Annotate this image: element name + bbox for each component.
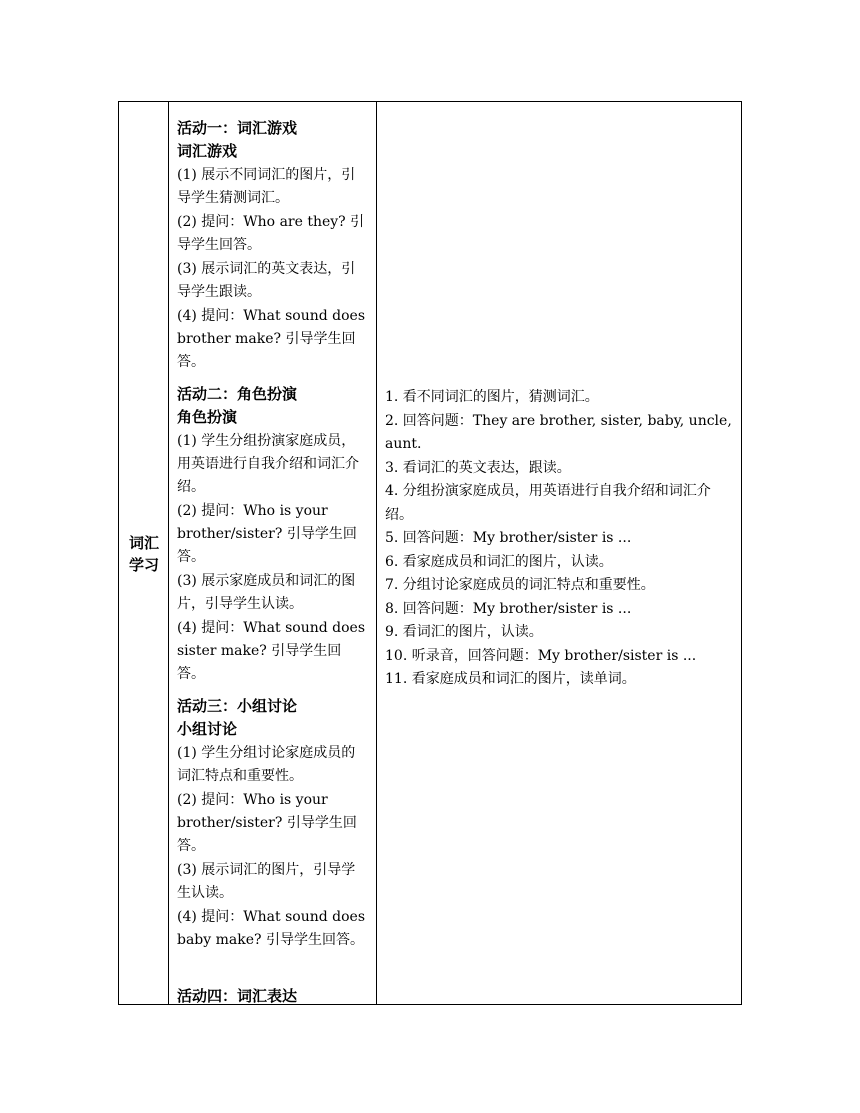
outcome-item: 3. 看词汇的英文表达，跟读。 — [385, 459, 571, 476]
section-column — [119, 102, 169, 1004]
activity-step: (3) 展示词汇的英文表达，引导学生跟读。 — [177, 261, 356, 300]
activity-step: (2) 提问：Who is your brother/sister? 引导学生回答。 — [177, 503, 357, 565]
activity-step: (2) 提问：Who is your brother/sister? 引导学生回答。 — [177, 792, 357, 854]
activities-column — [169, 102, 377, 1004]
activity-step: (1) 学生分组扮演家庭成员，用英语进行自我介绍和词汇介绍。 — [177, 433, 359, 495]
outcome-item: 7. 分组讨论家庭成员的词汇特点和重要性。 — [385, 577, 655, 593]
activity-title: 活动四：词汇表达 — [177, 987, 298, 1005]
activity-2 — [177, 383, 369, 686]
outcome-item: 2. 回答问题：They are brother, sister, baby, uncle, aunt. — [385, 412, 732, 452]
outcomes-list — [385, 386, 737, 692]
outcome-item: 6. 看家庭成员和词汇的图片，认读。 — [385, 553, 613, 570]
activity-subtitle: 词汇游戏 — [177, 142, 238, 160]
section-label-line1: 词汇 — [128, 534, 159, 552]
outcome-item: 11. 看家庭成员和词汇的图片，读单词。 — [385, 671, 636, 687]
activity-step: (2) 提问：Who are they? 引导学生回答。 — [177, 214, 365, 253]
section-label — [119, 532, 169, 576]
activity-title: 活动三：小组讨论 — [177, 697, 298, 715]
activity-subtitle: 角色扮演 — [177, 408, 238, 426]
activity-step: (4) 提问：What sound does sister make? 引导学生回答。 — [177, 620, 366, 682]
activity-title: 活动一：词汇游戏 — [177, 119, 298, 137]
outcome-item: 4. 分组扮演家庭成员，用英语进行自我介绍和词汇介绍。 — [385, 483, 711, 523]
outcomes-column — [377, 102, 741, 1004]
activity-step: (1) 学生分组讨论家庭成员的词汇特点和重要性。 — [177, 745, 356, 784]
activity-3 — [177, 695, 369, 952]
outcome-item: 1. 看不同词汇的图片，猜测词汇。 — [385, 389, 599, 405]
outcome-item: 10. 听录音，回答问题：My brother/sister is ... — [385, 647, 697, 664]
activity-subtitle: 小组讨论 — [177, 720, 238, 738]
activity-step: (4) 提问：What sound does brother make? 引导学生回答。 — [177, 308, 366, 370]
activity-4 — [177, 985, 369, 1008]
activity-step: (3) 展示家庭成员和词汇的图片，引导学生认读。 — [177, 573, 356, 612]
outcome-item: 8. 回答问题：My brother/sister is ... — [385, 600, 632, 617]
activity-title: 活动二：角色扮演 — [177, 385, 298, 403]
outcome-item: 5. 回答问题：My brother/sister is ... — [385, 530, 632, 546]
lesson-table — [118, 101, 742, 1005]
activity-step: (1) 展示不同词汇的图片，引导学生猜测词汇。 — [177, 167, 356, 206]
activity-1 — [177, 117, 369, 374]
section-label-line2: 学习 — [128, 556, 159, 574]
outcome-item: 9. 看词汇的图片，认读。 — [385, 624, 543, 640]
activity-step: (4) 提问：What sound does baby make? 引导学生回答。 — [177, 909, 366, 948]
activity-step: (3) 展示词汇的图片，引导学生认读。 — [177, 862, 356, 901]
